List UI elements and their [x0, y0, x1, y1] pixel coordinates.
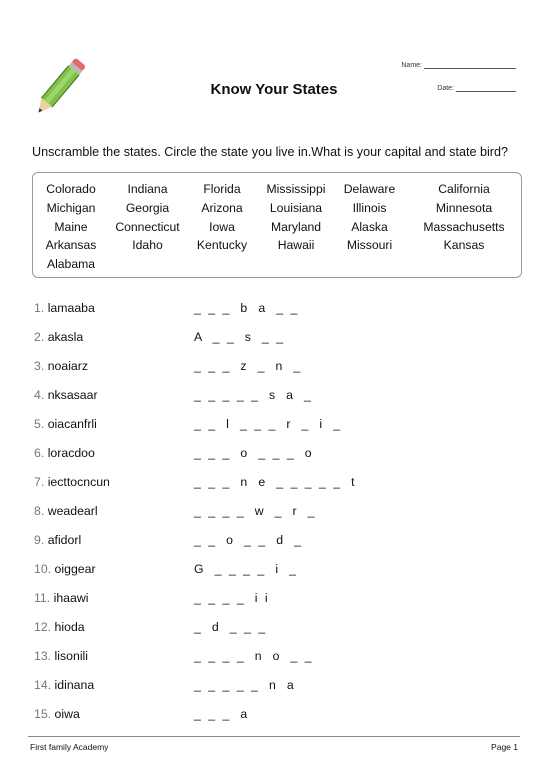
scrambled-text: afidorl — [47, 533, 82, 547]
word-bank-item[interactable]: Missouri — [346, 238, 393, 253]
footer-page: Page 1 — [491, 742, 518, 752]
word-bank-item[interactable]: California — [438, 182, 490, 196]
word-bank-item[interactable]: Louisiana — [269, 200, 323, 215]
word-bank-item[interactable]: Massachusetts — [423, 219, 505, 234]
word-bank-item[interactable]: Georgia — [125, 200, 170, 215]
scrambled-word — [34, 330, 83, 344]
word-bank-item[interactable]: Delaware — [343, 182, 396, 196]
date-label: Date: — [437, 85, 454, 92]
answer-blanks[interactable]: _ _ _ n e _ _ _ _ _ t — [194, 475, 355, 489]
question-number: 12. — [34, 620, 52, 634]
word-bank-item[interactable]: Indiana — [127, 182, 168, 196]
question-number: 8. — [34, 504, 45, 518]
answer-blanks[interactable]: _ _ _ b a _ _ — [194, 301, 298, 315]
word-bank-item[interactable]: Arkansas — [45, 238, 97, 253]
answer-blanks[interactable]: _ _ _ o _ _ _ o — [194, 446, 312, 460]
word-bank — [32, 172, 522, 278]
question-number: 5. — [34, 417, 45, 431]
word-bank-item[interactable]: Kansas — [443, 238, 485, 253]
scrambled-text: hioda — [54, 620, 85, 634]
scrambled-word — [34, 359, 88, 373]
scrambled-text: iecttocncun — [47, 475, 110, 489]
scrambled-word — [34, 562, 96, 576]
question-number: 7. — [34, 475, 45, 489]
question-number: 1. — [34, 301, 45, 315]
answer-blanks[interactable]: _ _ _ _ i i — [194, 591, 268, 605]
scrambled-text: nksasaar — [47, 388, 98, 402]
question-number: 11. — [34, 591, 51, 605]
scrambled-text: oiwa — [54, 707, 80, 721]
word-bank-item[interactable]: Maryland — [270, 219, 322, 234]
answer-blanks[interactable]: A _ _ s _ _ — [194, 330, 284, 344]
scrambled-word — [34, 417, 97, 431]
answer-blanks[interactable]: _ d _ _ _ — [194, 620, 266, 634]
scrambled-word — [34, 649, 88, 663]
scrambled-text: noaiarz — [47, 359, 89, 373]
scrambled-text: akasla — [47, 330, 84, 344]
scrambled-text: lisonili — [54, 649, 89, 663]
scrambled-word — [34, 591, 88, 605]
word-bank-item[interactable]: Michigan — [46, 200, 96, 215]
scrambled-text: weadearl — [47, 504, 98, 518]
scrambled-word — [34, 475, 110, 489]
scrambled-word — [34, 388, 98, 402]
scrambled-word — [34, 707, 80, 721]
answer-blanks[interactable]: _ _ _ _ w _ r _ — [194, 504, 315, 518]
footer-school: First family Academy — [30, 742, 109, 752]
scrambled-text: idinana — [54, 678, 95, 692]
word-bank-item[interactable]: Maine — [54, 219, 88, 234]
question-number: 3. — [34, 359, 45, 373]
scrambled-word — [34, 620, 85, 634]
question-number: 10. — [34, 562, 52, 576]
scrambled-text: oiacanfrli — [47, 417, 97, 431]
word-bank-item[interactable]: Connecticut — [115, 219, 180, 234]
answer-blanks[interactable]: _ _ _ a — [194, 707, 248, 721]
answer-blanks[interactable]: _ _ _ z _ n _ — [194, 359, 301, 373]
word-bank-item[interactable]: Alabama — [46, 257, 96, 272]
question-number: 2. — [34, 330, 45, 344]
word-bank-item[interactable]: Hawaii — [277, 238, 315, 253]
scrambled-word — [34, 301, 95, 315]
question-number: 9. — [34, 533, 45, 547]
answer-blanks[interactable]: G _ _ _ _ i _ — [194, 562, 297, 576]
scrambled-word — [34, 678, 94, 692]
question-number: 4. — [34, 388, 45, 402]
word-bank-item[interactable]: Illinois — [352, 200, 387, 215]
scrambled-text: lamaaba — [47, 301, 95, 315]
name-field[interactable] — [401, 61, 516, 69]
word-bank-item[interactable]: Alaska — [351, 219, 388, 234]
word-bank-item[interactable]: Idaho — [132, 238, 163, 253]
question-number: 15. — [34, 707, 52, 721]
name-label: Name: — [401, 62, 422, 69]
answer-blanks[interactable]: _ _ _ _ _ s a _ — [194, 388, 312, 402]
footer-divider — [28, 736, 520, 737]
page-title: Know Your States — [210, 81, 338, 98]
question-number: 14. — [34, 678, 52, 692]
answer-blanks[interactable]: _ _ l _ _ _ r _ i _ — [194, 417, 341, 431]
word-bank-item[interactable]: Florida — [203, 182, 241, 196]
word-bank-item[interactable]: Minnesota — [435, 200, 493, 215]
date-field[interactable] — [437, 84, 516, 92]
scrambled-text: oiggear — [54, 562, 96, 576]
word-bank-item[interactable]: Mississippi — [266, 182, 326, 196]
answer-blanks[interactable]: _ _ _ _ _ n a — [194, 678, 294, 692]
word-bank-item[interactable]: Kentucky — [196, 238, 248, 253]
scrambled-word — [34, 504, 98, 518]
scrambled-text: ihaawi — [53, 591, 89, 605]
question-number: 6. — [34, 446, 45, 460]
word-bank-item[interactable]: Arizona — [201, 200, 243, 215]
word-bank-item[interactable]: Iowa — [209, 219, 235, 234]
instructions: Unscramble the states. Circle the state you live in.What is your capital and state bird? — [32, 145, 508, 159]
answer-blanks[interactable]: _ _ _ _ n o _ _ — [194, 649, 312, 663]
question-number: 13. — [34, 649, 52, 663]
scrambled-word — [34, 533, 81, 547]
scrambled-word — [34, 446, 95, 460]
answer-blanks[interactable]: _ _ o _ _ d _ — [194, 533, 302, 547]
scrambled-text: loracdoo — [47, 446, 95, 460]
word-bank-item[interactable]: Colorado — [46, 182, 96, 196]
